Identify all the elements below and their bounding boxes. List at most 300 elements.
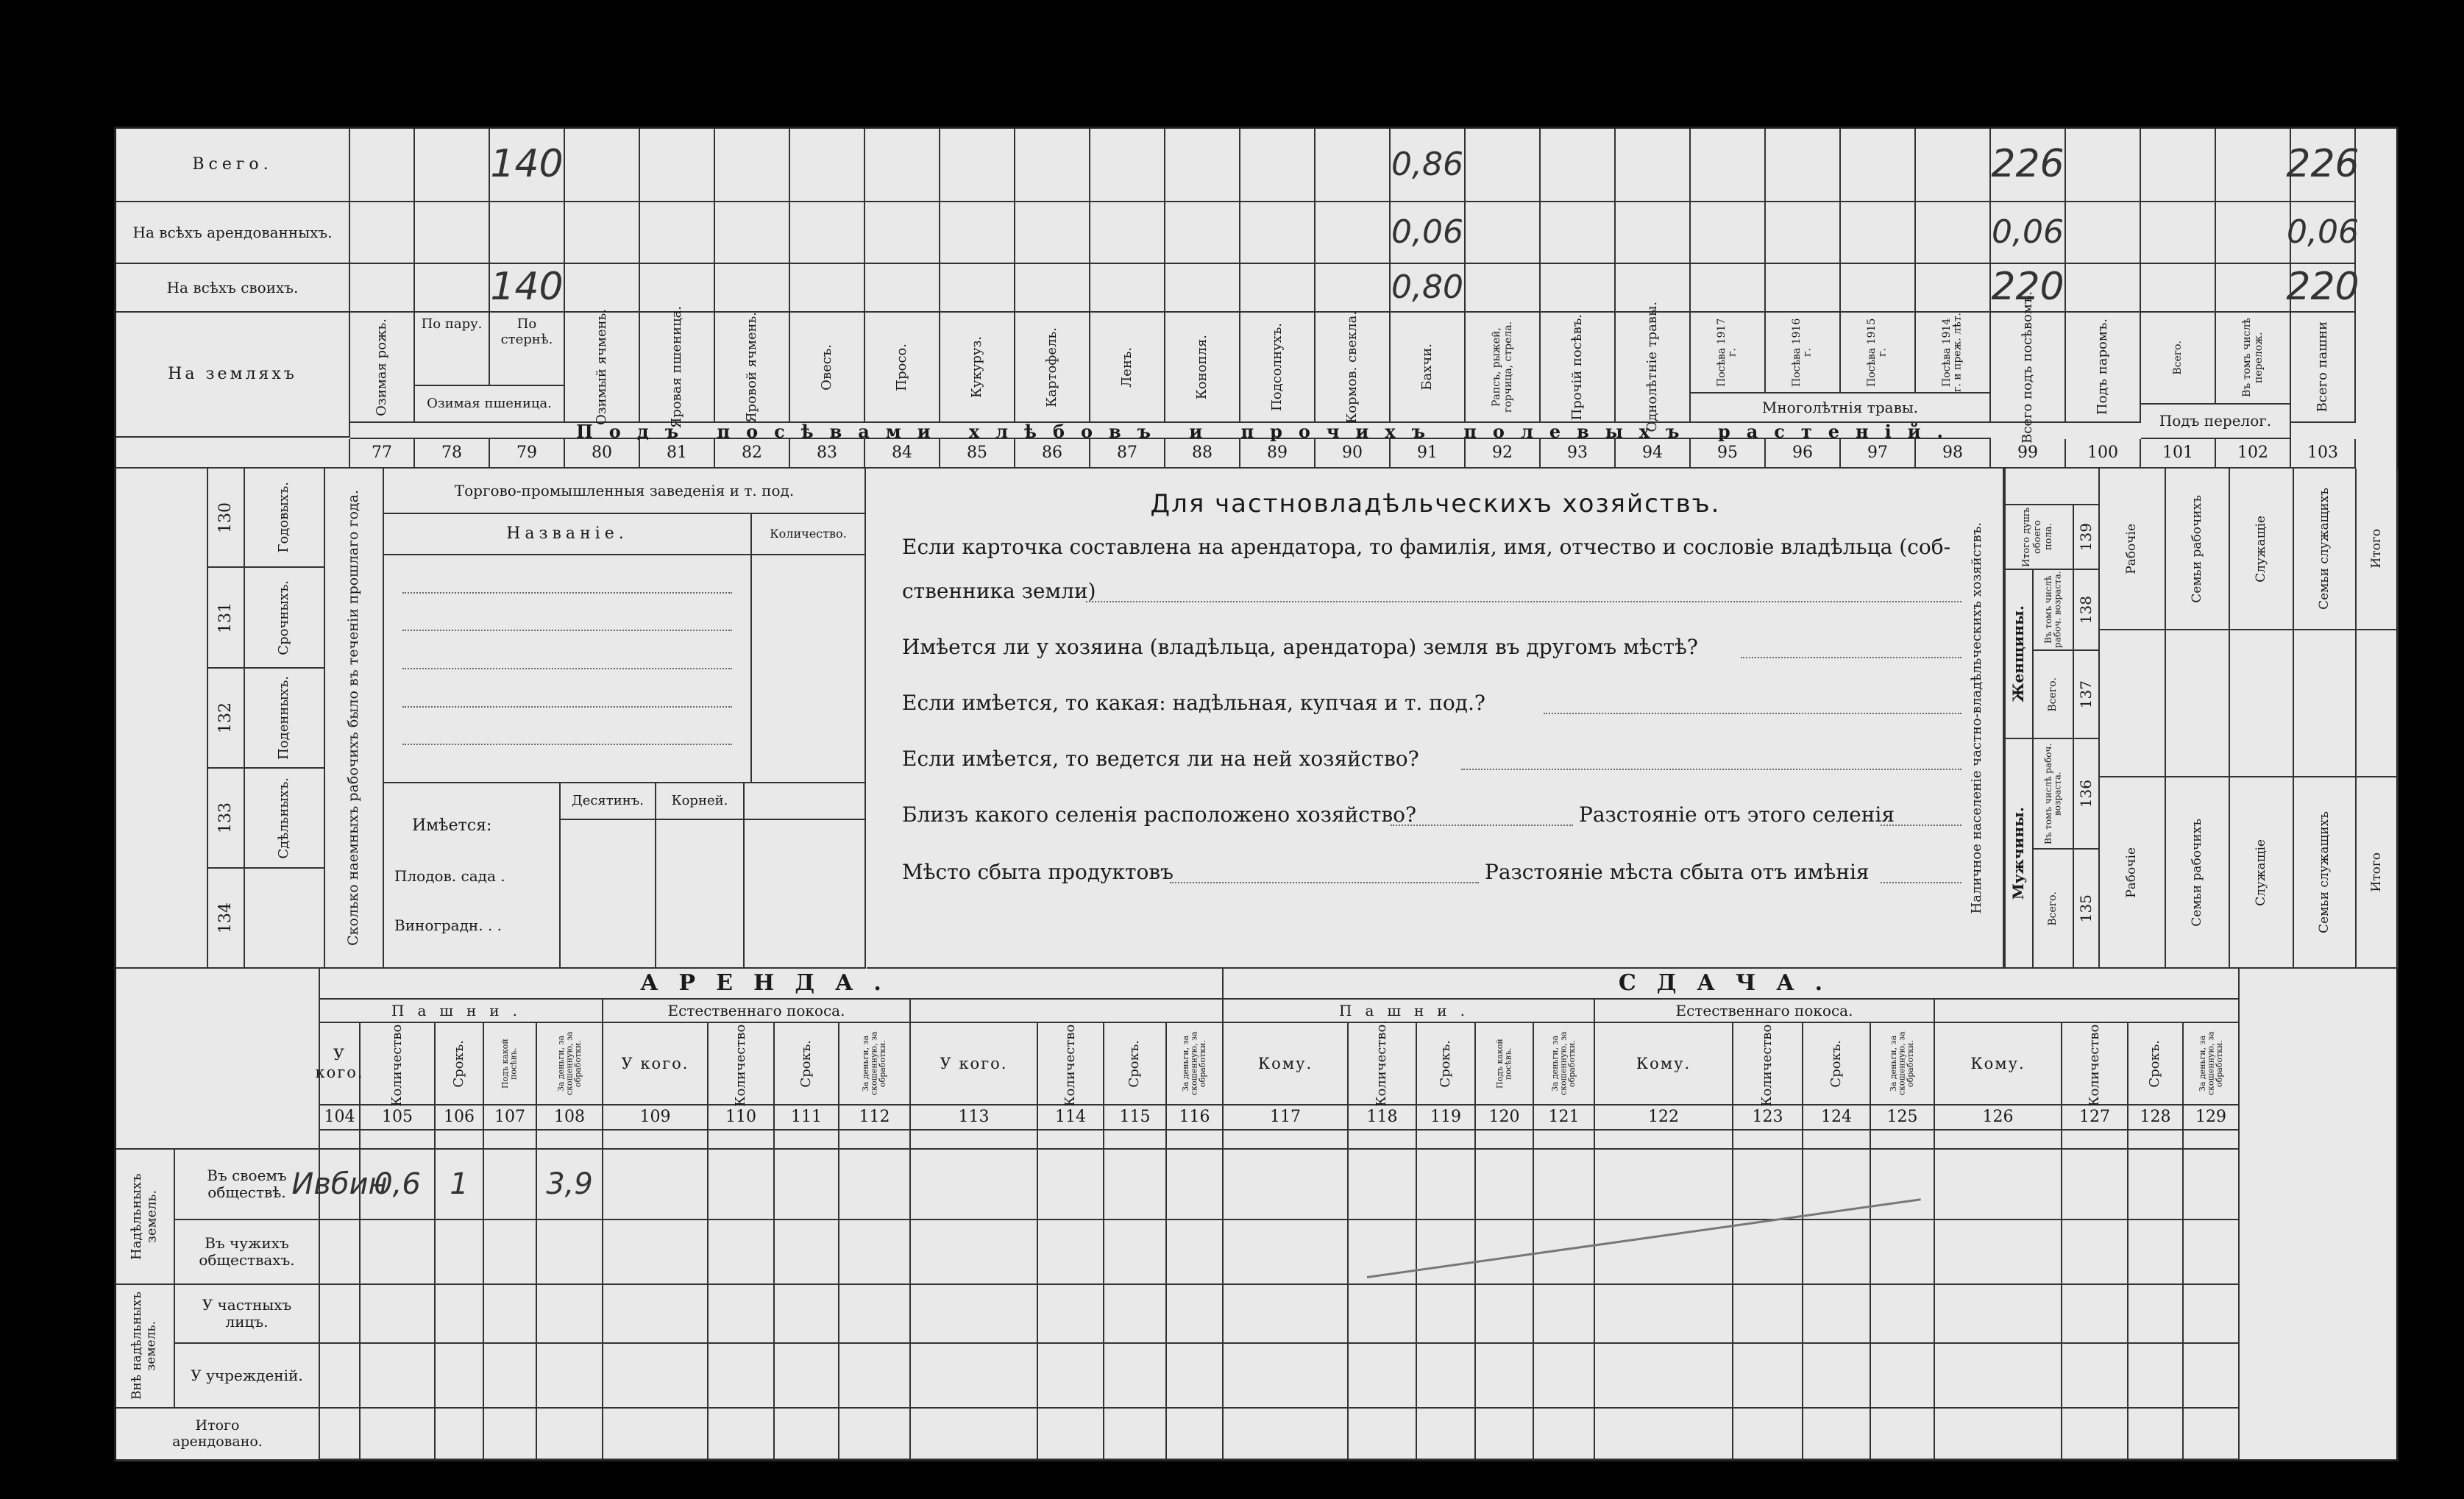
lease-col-header bbox=[2129, 1023, 2184, 1105]
lease-cell[interactable] bbox=[1476, 1285, 1534, 1344]
pop-num: 135 bbox=[2077, 894, 2095, 923]
spacer bbox=[1803, 1131, 1871, 1150]
lease-cell[interactable] bbox=[1935, 1344, 2062, 1409]
trade-name-col bbox=[384, 555, 752, 783]
lease-row-label-text: У учрежденій. bbox=[191, 1366, 303, 1384]
lease-col-header-label: Количество. bbox=[388, 1020, 405, 1107]
group-vne-label: Внѣ надѣльныхъ земель. bbox=[129, 1292, 159, 1400]
data-cell-r0-c84 bbox=[865, 129, 940, 202]
lease-cell[interactable] bbox=[1167, 1150, 1224, 1220]
pop-right-col-top bbox=[2166, 469, 2230, 630]
lease-cell[interactable] bbox=[361, 1150, 436, 1220]
spacer bbox=[1224, 1131, 1349, 1150]
lease-row-label-text: Въ чужихъ обществахъ. bbox=[199, 1234, 295, 1269]
crop-header-label: Посѣва 1914 г. и преж. лѣт. bbox=[1941, 313, 1964, 392]
column-number-text: 100 bbox=[2087, 444, 2118, 463]
column-number-text: 93 bbox=[1567, 444, 1588, 463]
lease-cell[interactable] bbox=[911, 1409, 1038, 1460]
lease-cell[interactable] bbox=[709, 1409, 775, 1460]
lease-cell[interactable] bbox=[291, 1150, 388, 1220]
data-cell-r0-c86 bbox=[1015, 129, 1090, 202]
lease-col-number bbox=[709, 1105, 775, 1131]
lease-cell[interactable] bbox=[1595, 1409, 1733, 1460]
column-number bbox=[865, 439, 940, 469]
data-cell-r0-c78 bbox=[415, 129, 490, 202]
lease-cell[interactable] bbox=[1803, 1344, 1871, 1409]
lease-cell[interactable] bbox=[709, 1220, 775, 1285]
lease-col-number bbox=[1417, 1105, 1476, 1131]
data-cell-r2-c78 bbox=[415, 264, 490, 313]
group-vne bbox=[116, 1285, 175, 1409]
lease-cell[interactable] bbox=[1104, 1409, 1167, 1460]
lease-cell[interactable] bbox=[839, 1344, 911, 1409]
lease-cell[interactable] bbox=[1803, 1409, 1871, 1460]
column-number-text: 79 bbox=[516, 444, 537, 463]
lease-cell[interactable] bbox=[484, 1150, 537, 1220]
lease-band-label: Естественнаго покоса. bbox=[667, 1001, 845, 1019]
crop-header-label: Яровая пшеница. bbox=[668, 305, 684, 429]
lease-cell[interactable] bbox=[709, 1285, 775, 1344]
lease-col-header-label: Срокъ. bbox=[1126, 1039, 1143, 1088]
lease-cell[interactable] bbox=[1595, 1220, 1733, 1285]
lease-cell[interactable] bbox=[1476, 1344, 1534, 1409]
column-number bbox=[1916, 439, 1991, 469]
q5a-answer-line bbox=[1391, 825, 1573, 826]
lease-col-number-text: 124 bbox=[1821, 1108, 1852, 1127]
lease-cell[interactable] bbox=[2184, 1285, 2240, 1344]
lease-cell[interactable] bbox=[1803, 1220, 1871, 1285]
data-cell-r2-c101 bbox=[2141, 264, 2216, 313]
lease-cell[interactable] bbox=[361, 1220, 436, 1285]
lease-row-label-text: Въ своемъ обществѣ. bbox=[207, 1167, 287, 1201]
data-cell-r0-c92 bbox=[1466, 129, 1541, 202]
worker-type bbox=[245, 469, 325, 568]
crop-header-label: Прочій посѣвъ. bbox=[1569, 313, 1585, 421]
lease-col-number bbox=[1803, 1105, 1871, 1131]
data-cell-r1-c89 bbox=[1240, 202, 1316, 264]
lease-cell[interactable] bbox=[603, 1409, 709, 1460]
lease-cell[interactable] bbox=[537, 1409, 603, 1460]
spacer bbox=[1935, 1131, 2062, 1150]
lease-cell[interactable] bbox=[775, 1409, 839, 1460]
lease-cell[interactable] bbox=[1349, 1150, 1417, 1220]
column-number bbox=[1691, 439, 1766, 469]
column-number-text: 102 bbox=[2237, 444, 2268, 463]
lease-cell[interactable] bbox=[911, 1150, 1038, 1220]
lease-cell[interactable] bbox=[2184, 1150, 2240, 1220]
lease-col-number-text: 129 bbox=[2195, 1108, 2226, 1127]
column-number bbox=[2141, 439, 2216, 469]
lease-col-number bbox=[1595, 1105, 1733, 1131]
lease-col-number bbox=[1476, 1105, 1534, 1131]
handwritten-value: 0,80 bbox=[1391, 268, 1463, 306]
pop-right-label: Итого bbox=[2368, 852, 2384, 892]
column-number-text: 85 bbox=[967, 444, 987, 463]
crop-header-label: Рапсъ, рыжей, горчица, стрела. bbox=[1490, 321, 1514, 413]
q5b: Разстояніе отъ этого селенія bbox=[1579, 802, 1895, 827]
lease-col-number bbox=[1104, 1105, 1167, 1131]
lease-cell[interactable] bbox=[1167, 1285, 1224, 1344]
lease-cell[interactable] bbox=[911, 1285, 1038, 1344]
lease-cell[interactable] bbox=[1595, 1285, 1733, 1344]
lease-cell[interactable] bbox=[484, 1409, 537, 1460]
spacer bbox=[1595, 1131, 1733, 1150]
data-cell-r0-c97 bbox=[1841, 129, 1916, 202]
lease-col-number bbox=[1038, 1105, 1104, 1131]
q5b-answer-line bbox=[1881, 825, 1961, 826]
data-cell-r1-c98 bbox=[1916, 202, 1991, 264]
lease-cell[interactable] bbox=[839, 1220, 911, 1285]
lease-cell[interactable] bbox=[537, 1285, 603, 1344]
lease-cell[interactable] bbox=[775, 1285, 839, 1344]
lease-col-header-label: Подъ какой посѣвъ. bbox=[500, 1039, 519, 1089]
lease-cell[interactable] bbox=[1733, 1344, 1803, 1409]
lease-cell[interactable] bbox=[361, 1285, 436, 1344]
lease-cell[interactable] bbox=[537, 1150, 603, 1220]
lease-cell[interactable] bbox=[537, 1220, 603, 1285]
lease-col-header-label: Количество. bbox=[2086, 1020, 2102, 1107]
lease-cell[interactable] bbox=[911, 1344, 1038, 1409]
lease-cell[interactable] bbox=[436, 1409, 484, 1460]
lease-col-header bbox=[709, 1020, 775, 1107]
lease-col-header-label: Подъ какой посѣвъ. bbox=[1494, 1039, 1513, 1089]
lease-col-header-label: Кому. bbox=[1257, 1054, 1313, 1072]
crop-header-label: Посѣва 1915 г. bbox=[1866, 318, 1889, 387]
lease-cell[interactable] bbox=[2129, 1150, 2184, 1220]
lease-cell[interactable] bbox=[603, 1344, 709, 1409]
lease-cell[interactable] bbox=[775, 1150, 839, 1220]
lease-cell[interactable] bbox=[2184, 1344, 2240, 1409]
men-workage bbox=[2034, 739, 2074, 850]
column-number bbox=[640, 439, 715, 469]
lease-col-number-text: 117 bbox=[1270, 1108, 1301, 1127]
lease-cell[interactable] bbox=[320, 1409, 361, 1460]
crop-header-label: Кукуруз. bbox=[968, 335, 984, 398]
lease-cell[interactable] bbox=[537, 1344, 603, 1409]
data-cell-r1-c77 bbox=[350, 202, 415, 264]
column-number-text: 92 bbox=[1492, 444, 1513, 463]
data-cell-r1-c97 bbox=[1841, 202, 1916, 264]
lease-cell[interactable] bbox=[2129, 1409, 2184, 1460]
spacer bbox=[484, 1131, 537, 1150]
lease-cell[interactable] bbox=[1417, 1220, 1476, 1285]
pop-num-136 bbox=[2074, 739, 2100, 850]
lease-cell[interactable] bbox=[709, 1150, 775, 1220]
lease-cell[interactable] bbox=[1167, 1344, 1224, 1409]
spacer bbox=[361, 1131, 436, 1150]
women-total bbox=[2034, 651, 2074, 739]
lease-cell[interactable] bbox=[436, 1220, 484, 1285]
lease-cell[interactable] bbox=[484, 1344, 537, 1409]
pop-right-col-bottom bbox=[2357, 777, 2399, 969]
lease-cell[interactable] bbox=[1935, 1409, 2062, 1460]
lease-cell[interactable] bbox=[1733, 1409, 1803, 1460]
lease-cell[interactable] bbox=[1349, 1285, 1417, 1344]
lease-row-label bbox=[175, 1344, 320, 1409]
lease-cell[interactable] bbox=[1038, 1285, 1104, 1344]
pop-right-col-value bbox=[2294, 630, 2357, 777]
lease-cell[interactable] bbox=[603, 1285, 709, 1344]
men-total-label: Всего. bbox=[2047, 891, 2059, 926]
lease-cell[interactable] bbox=[2062, 1150, 2129, 1220]
lease-cell[interactable] bbox=[1104, 1344, 1167, 1409]
itogo-dush bbox=[2004, 505, 2074, 570]
men-workage-label: Въ томъ числѣ рабоч. возраста. bbox=[2042, 743, 2063, 844]
lease-cell[interactable] bbox=[1417, 1150, 1476, 1220]
lease-cell[interactable] bbox=[1935, 1285, 2062, 1344]
column-number bbox=[350, 439, 415, 469]
data-cell-r2-c90 bbox=[1316, 264, 1391, 313]
lease-cell[interactable] bbox=[1224, 1285, 1349, 1344]
crop-header-label: Ленъ. bbox=[1118, 346, 1135, 388]
lease-cell[interactable] bbox=[1038, 1344, 1104, 1409]
data-cell-r2-c91 bbox=[1391, 264, 1466, 313]
row-label-own: На всѣхъ своихъ. bbox=[116, 264, 350, 313]
lease-cell[interactable] bbox=[709, 1344, 775, 1409]
lease-col-number bbox=[320, 1105, 361, 1131]
lease-cell[interactable] bbox=[361, 1344, 436, 1409]
lease-cell[interactable] bbox=[436, 1344, 484, 1409]
data-cell-r1-c92 bbox=[1466, 202, 1541, 264]
group-nadelnye-label: Надѣльныхъ земель. bbox=[129, 1173, 160, 1260]
data-cell-r0-c90 bbox=[1316, 129, 1391, 202]
handwritten-value: 3,9 bbox=[546, 1167, 593, 1201]
lease-col-number-text: 109 bbox=[639, 1108, 671, 1127]
lease-col-header bbox=[484, 1023, 537, 1105]
lease-cell[interactable] bbox=[1349, 1409, 1417, 1460]
lease-cell[interactable] bbox=[2062, 1409, 2129, 1460]
lease-col-header bbox=[603, 1023, 709, 1105]
pop-right-col-value bbox=[2357, 630, 2399, 777]
column-number bbox=[1015, 439, 1090, 469]
men-total bbox=[2034, 850, 2074, 969]
pop-right-label: Служащіе bbox=[2253, 515, 2268, 583]
men-label: Мужчины. bbox=[2009, 806, 2027, 900]
lease-cell[interactable] bbox=[839, 1409, 911, 1460]
crop-header-c101 bbox=[2141, 313, 2216, 405]
handwritten-value: 226 bbox=[1991, 142, 2064, 187]
lease-col-number bbox=[911, 1105, 1038, 1131]
lease-cell[interactable] bbox=[839, 1285, 911, 1344]
lease-cell[interactable] bbox=[1871, 1220, 1935, 1285]
data-cell-r0-c87 bbox=[1090, 129, 1165, 202]
crop-header-label: Бахчи. bbox=[1419, 343, 1435, 391]
lease-band bbox=[1224, 1000, 1595, 1023]
column-number-text: 97 bbox=[1867, 444, 1888, 463]
lease-cell[interactable] bbox=[1733, 1220, 1803, 1285]
spacer bbox=[1871, 1131, 1935, 1150]
lease-col-header-label: Количество. bbox=[1062, 1020, 1078, 1107]
lease-cell[interactable] bbox=[2062, 1285, 2129, 1344]
lease-cell[interactable] bbox=[484, 1220, 537, 1285]
lease-col-header bbox=[1733, 1020, 1803, 1107]
lease-col-header bbox=[1167, 1023, 1224, 1105]
na-zemlyakh-label: На земляхъ bbox=[116, 313, 350, 438]
lease-cell[interactable] bbox=[320, 1220, 361, 1285]
data-cell-r2-c87 bbox=[1090, 264, 1165, 313]
lease-cell[interactable] bbox=[775, 1220, 839, 1285]
worker-type bbox=[245, 869, 325, 969]
lease-col-header-label: Срокъ. bbox=[2147, 1039, 2163, 1088]
pop-right-col-top bbox=[2100, 469, 2166, 630]
lease-cell[interactable] bbox=[1534, 1344, 1595, 1409]
data-cell-r1-c91 bbox=[1391, 202, 1466, 264]
lease-cell[interactable] bbox=[1534, 1150, 1595, 1220]
lease-cell[interactable] bbox=[1417, 1285, 1476, 1344]
lease-cell[interactable] bbox=[1224, 1409, 1349, 1460]
lease-cell[interactable] bbox=[2184, 1409, 2240, 1460]
lease-cell[interactable] bbox=[1417, 1409, 1476, 1460]
lease-cell[interactable] bbox=[1871, 1150, 1935, 1220]
data-cell-r2-c86 bbox=[1015, 264, 1090, 313]
data-cell-r1-c88 bbox=[1165, 202, 1240, 264]
lease-cell[interactable] bbox=[1935, 1150, 2062, 1220]
lease-cell[interactable] bbox=[1038, 1150, 1104, 1220]
lease-cell[interactable] bbox=[1871, 1344, 1935, 1409]
lease-cell[interactable] bbox=[1733, 1150, 1803, 1220]
lease-cell[interactable] bbox=[1476, 1150, 1534, 1220]
lease-cell[interactable] bbox=[1349, 1344, 1417, 1409]
lease-col-header bbox=[911, 1023, 1038, 1105]
data-cell-r0-c88 bbox=[1165, 129, 1240, 202]
lease-cell[interactable] bbox=[1534, 1409, 1595, 1460]
column-number bbox=[1090, 439, 1165, 469]
worker-number-text: 130 bbox=[216, 502, 235, 533]
perelog-header bbox=[2141, 405, 2291, 439]
lease-col-header bbox=[839, 1023, 911, 1105]
lease-cell[interactable] bbox=[1038, 1220, 1104, 1285]
data-cell-r1-c102 bbox=[2216, 202, 2291, 264]
lease-cell[interactable] bbox=[1104, 1150, 1167, 1220]
lease-cell[interactable] bbox=[1476, 1409, 1534, 1460]
data-cell-r1-c86 bbox=[1015, 202, 1090, 264]
lease-cell[interactable] bbox=[361, 1409, 436, 1460]
worker-type-label: Поденныхъ. bbox=[276, 676, 292, 760]
lease-cell[interactable] bbox=[1167, 1220, 1224, 1285]
lease-cell[interactable] bbox=[603, 1150, 709, 1220]
handwritten-value: 1 bbox=[450, 1167, 469, 1201]
lease-col-number-text: 120 bbox=[1488, 1108, 1520, 1127]
handwritten-value: 0,86 bbox=[1391, 145, 1463, 183]
pop-num: 139 bbox=[2077, 522, 2095, 552]
column-number bbox=[1841, 439, 1916, 469]
data-cell-r2-c95 bbox=[1691, 264, 1766, 313]
lease-cell[interactable] bbox=[603, 1220, 709, 1285]
lease-cell[interactable] bbox=[2129, 1344, 2184, 1409]
lease-row-label bbox=[175, 1220, 320, 1285]
lease-cell[interactable] bbox=[1733, 1285, 1803, 1344]
lease-cell[interactable] bbox=[436, 1285, 484, 1344]
pop-right-label: Семьи рабочихъ bbox=[2189, 818, 2204, 927]
lease-col-header-label: Кому. bbox=[1636, 1054, 1691, 1072]
lease-cell[interactable] bbox=[1224, 1150, 1349, 1220]
pop-num: 138 bbox=[2077, 595, 2095, 624]
handwritten-value: 226 bbox=[2286, 142, 2360, 187]
lease-cell[interactable] bbox=[1167, 1409, 1224, 1460]
spacer bbox=[775, 1131, 839, 1150]
lease-col-header bbox=[315, 1023, 364, 1105]
crop-header-c87 bbox=[1090, 313, 1165, 423]
crop-header-label: Посѣва 1916 г. bbox=[1791, 318, 1814, 387]
lease-cell[interactable] bbox=[1871, 1409, 1935, 1460]
crop-header-c80 bbox=[565, 308, 640, 426]
lease-col-header-label: Кому. bbox=[1970, 1054, 2025, 1072]
lease-cell[interactable] bbox=[1595, 1344, 1733, 1409]
blank bbox=[116, 1131, 320, 1150]
lease-cell[interactable] bbox=[1224, 1344, 1349, 1409]
column-number bbox=[415, 439, 490, 469]
lease-cell[interactable] bbox=[320, 1285, 361, 1344]
handwritten-value: 0,06 bbox=[1992, 213, 2064, 251]
arenda-header bbox=[320, 969, 1224, 1000]
lease-cell[interactable] bbox=[1803, 1285, 1871, 1344]
lease-col-header-label: За деньги, за скошенную, за обработки. bbox=[2197, 1031, 2224, 1096]
crop-header-c85 bbox=[940, 313, 1015, 423]
lease-cell[interactable] bbox=[2129, 1220, 2184, 1285]
spacer bbox=[2184, 1131, 2240, 1150]
pop-right-col-bottom bbox=[2166, 777, 2230, 969]
crop-header-c81 bbox=[640, 305, 715, 429]
lease-cell[interactable] bbox=[1476, 1220, 1534, 1285]
column-number-text: 81 bbox=[667, 444, 687, 463]
lease-cell[interactable] bbox=[1224, 1220, 1349, 1285]
lease-col-number bbox=[484, 1105, 537, 1131]
lease-cell[interactable] bbox=[2062, 1344, 2129, 1409]
women-header bbox=[2004, 570, 2034, 739]
lease-cell[interactable] bbox=[320, 1344, 361, 1409]
lease-cell[interactable] bbox=[1417, 1344, 1476, 1409]
lease-cell[interactable] bbox=[1104, 1285, 1167, 1344]
column-number-text: 95 bbox=[1717, 444, 1738, 463]
q6a: Мѣсто сбыта продуктовъ bbox=[902, 860, 1174, 884]
korney-header: Корней. bbox=[656, 783, 745, 820]
data-cell-r2-c80 bbox=[565, 264, 640, 313]
lease-cell[interactable] bbox=[1871, 1285, 1935, 1344]
data-cell-r2-c82 bbox=[715, 264, 790, 313]
lease-col-number bbox=[2062, 1105, 2129, 1131]
data-cell-r0-c89 bbox=[1240, 129, 1316, 202]
pop-right-label: Служащіе bbox=[2253, 838, 2268, 906]
spacer bbox=[709, 1131, 775, 1150]
lease-cell[interactable] bbox=[1104, 1220, 1167, 1285]
lease-col-number-text: 115 bbox=[1119, 1108, 1151, 1127]
data-cell-r2-c83 bbox=[790, 264, 865, 313]
lease-cell[interactable] bbox=[436, 1150, 484, 1220]
spacer bbox=[1349, 1131, 1417, 1150]
lease-cell[interactable] bbox=[1534, 1285, 1595, 1344]
lease-cell[interactable] bbox=[1595, 1150, 1733, 1220]
lease-col-header bbox=[1871, 1023, 1935, 1105]
data-cell-r2-c103 bbox=[2286, 264, 2360, 313]
lease-cell[interactable] bbox=[2062, 1220, 2129, 1285]
lease-cell[interactable] bbox=[2184, 1220, 2240, 1285]
lease-cell[interactable] bbox=[911, 1220, 1038, 1285]
census-card bbox=[114, 127, 2399, 1461]
lease-cell[interactable] bbox=[1935, 1220, 2062, 1285]
lease-cell[interactable] bbox=[839, 1150, 911, 1220]
lease-cell[interactable] bbox=[775, 1344, 839, 1409]
data-cell-r0-c94 bbox=[1616, 129, 1691, 202]
lease-cell[interactable] bbox=[2129, 1285, 2184, 1344]
lease-cell[interactable] bbox=[1038, 1409, 1104, 1460]
data-cell-r2-c102 bbox=[2216, 264, 2291, 313]
orchard-label: Плодов. сада . bbox=[394, 866, 505, 885]
crop-header-c94 bbox=[1616, 302, 1691, 432]
lease-col-header-label: У кого. bbox=[621, 1054, 689, 1072]
spacer bbox=[1104, 1131, 1167, 1150]
crop-header-c88 bbox=[1165, 313, 1240, 423]
lease-cell[interactable] bbox=[484, 1285, 537, 1344]
